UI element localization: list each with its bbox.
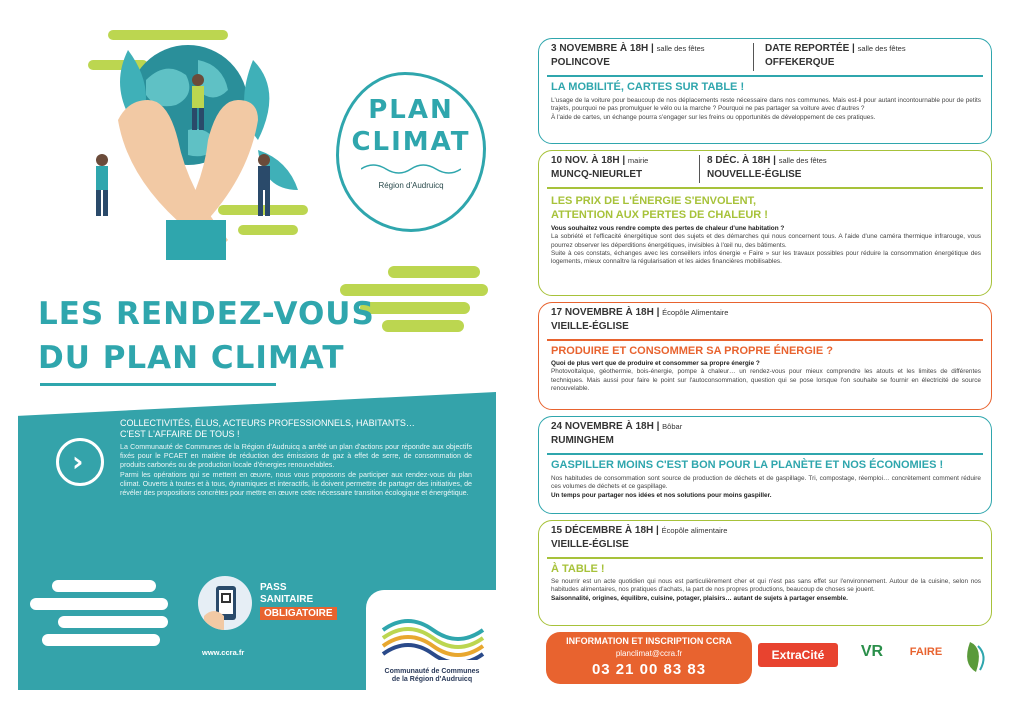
- intro-heading: [120, 418, 470, 440]
- park-logo-icon: [956, 636, 996, 676]
- event-theme: LA MOBILITÉ, CARTES SUR TABLE !: [551, 81, 745, 93]
- event-place: MUNCQ-NIEURLET: [551, 169, 643, 180]
- pass-line-3: OBLIGATOIRE: [260, 607, 337, 620]
- event-date-text: 17 NOVEMBRE À 18H |: [551, 307, 660, 318]
- event-theme: PRODUIRE ET CONSOMMER SA PROPRE ÉNERGIE ?: [551, 345, 833, 357]
- vr-logo: VR: [860, 643, 884, 660]
- right-page: [538, 38, 998, 688]
- event-card-waste: [538, 416, 992, 514]
- event-theme: À TABLE !: [551, 563, 605, 575]
- climate-hands-illustration: [68, 20, 328, 260]
- phone-qr-icon: [198, 576, 252, 630]
- divider: [547, 187, 983, 189]
- event-date: [551, 155, 648, 166]
- title-underline: [40, 383, 276, 386]
- event-date: [551, 421, 682, 432]
- decor-stripe: [52, 580, 156, 592]
- event-lead-end: Un temps pour partager nos idées et nos solutions pour moins gaspiller.: [551, 491, 772, 499]
- event-venue: mairie: [627, 156, 649, 165]
- event-description: [551, 97, 981, 122]
- event-date-2: [707, 155, 827, 166]
- event-date-2-text: 8 DÉC. À 18H |: [707, 155, 776, 166]
- event-date: [551, 307, 728, 318]
- pass-line-2: SANITAIRE: [260, 594, 314, 605]
- event-venue: Bôbar: [662, 422, 683, 431]
- event-place: RUMINGHEM: [551, 435, 614, 446]
- intro-paragraph-1: La Communauté de Communes de la Région d'Audruicq a arrêté un plan d'actions pour répondre aux objectifs fixés pour le PCAET en matière de réduction des émissions de gaz à effet de serre, de consommation de produits carbonés ou de production locale d'énergies renouvelables.: [120, 443, 472, 470]
- event-description: [551, 225, 981, 266]
- page-title-line-2: DU PLAN CLIMAT: [38, 340, 345, 376]
- event-text-1: Se nourrir est un acte quotidien qui nous est particulièrement cher et qui n'est pas sans effet sur l'environnement. Autour de la cuisine, selon nos habitudes alimentaires, nos pratiques d'achats, la part de nos propres productions, beaucoup de choses se jouent.: [551, 578, 981, 594]
- logo-subtitle: Région d'Audruicq: [378, 181, 444, 190]
- ccra-name-line-2: de la Région d'Audruicq: [391, 676, 473, 683]
- event-description: [551, 360, 981, 393]
- intro-heading-line-1: COLLECTIVITÉS, ÉLUS, ACTEURS PROFESSIONNELS, HABITANTS…: [120, 418, 415, 428]
- decor-stripe: [388, 266, 480, 278]
- event-description: [551, 475, 981, 500]
- ccra-logo: [366, 590, 496, 690]
- decor-stripe: [382, 320, 464, 332]
- event-text-1: La sobriété et l'efficacité énergétique sont des sujets et des démarches qui nous concernent tous. A l'aide d'une caméra thermique infrarouge, vous pourrez observer les déperditions énergétiques, invisibles à l'œil nu, des bâtiments.: [551, 233, 981, 249]
- info-email[interactable]: planclimat@ccra.fr: [615, 649, 683, 658]
- decor-stripe: [58, 616, 168, 628]
- plan-climat-logo: [336, 72, 486, 232]
- event-card-mobility: [538, 38, 992, 144]
- divider: [547, 75, 983, 77]
- decor-stripe: [42, 634, 160, 646]
- event-venue-2: salle des fêtes: [857, 44, 906, 53]
- event-text-2: Suite à ces constats, échanges avec les conseillers infos énergie « Faire » sur les travaux possibles pour réduire la consommation énergétique des logements, mieux connaître la régularisation et les aides financières mobilisables.: [551, 249, 981, 266]
- event-text-2: À l'aide de cartes, un échange pourra s'engager sur les freins ou opportunités de développement de ces pratiques.: [551, 113, 876, 121]
- event-date-2: [765, 43, 906, 54]
- event-date-text: 3 NOVEMBRE À 18H |: [551, 43, 654, 54]
- event-lead-end: Saisonnalité, origines, équilibre, cuisine, potager, plaisirs… autant de sujets à partager ensemble.: [551, 594, 848, 602]
- info-phone[interactable]: 03 21 00 83 83: [591, 661, 707, 678]
- event-description: [551, 578, 981, 603]
- pass-line-1: PASS: [260, 582, 287, 593]
- event-place: VIEILLE-ÉGLISE: [551, 539, 629, 550]
- ccra-waves-icon: [378, 610, 488, 660]
- ccra-name-line-1: Communauté de Communes: [384, 668, 480, 675]
- divider: [547, 557, 983, 559]
- event-lead: Quoi de plus vert que de produire et consommer sa propre énergie ?: [551, 360, 760, 367]
- wave-icon: [361, 163, 461, 175]
- left-page: [18, 20, 496, 690]
- event-date-text: 10 NOV. À 18H |: [551, 155, 626, 166]
- event-text-1: L'usage de la voiture pour beaucoup de nos déplacements reste nécessaire dans nos communes. Mais est-il pour autant incontournable pour de petits trajets, pourquoi ne pas promulguer le vélo ou la marche ? Pourquoi ne pas partager sa voiture avec d'autres ?: [551, 97, 981, 113]
- event-place: VIEILLE-ÉGLISE: [551, 321, 629, 332]
- event-card-food: [538, 520, 992, 626]
- event-venue: Écopôle alimentaire: [661, 526, 728, 535]
- divider: [547, 453, 983, 455]
- intro-body: [120, 443, 472, 498]
- logo-line-2: CLIMAT: [351, 127, 471, 157]
- intro-paragraph-2: Parmi les opérations qui se mettent en œuvre, nous vous proposons de participer aux rendez-vous du plan climat. Ouverts à toutes et à tous, dynamiques et interactifs, ils doivent permettre de partager des initiatives, de révéler des propositions concrètes pour mettre en œuvre cette nécessaire transition écologique et énergétique.: [120, 470, 472, 498]
- page-title-line-1: LES RENDEZ-VOUS: [38, 296, 375, 332]
- extracite-logo: ExtraCité: [758, 643, 838, 667]
- event-card-energy-prices: [538, 150, 992, 296]
- arrow-circle-icon: ›: [56, 438, 104, 486]
- separator: [753, 43, 754, 71]
- website-link[interactable]: www.ccra.fr: [202, 648, 245, 657]
- event-date-text: 24 NOVEMBRE À 18H |: [551, 421, 660, 432]
- decor-stripe: [30, 598, 168, 610]
- event-place-2: NOUVELLE-ÉGLISE: [707, 169, 802, 180]
- event-place-2: OFFEKERQUE: [765, 57, 835, 68]
- decor-stripe: [360, 302, 470, 314]
- divider: [547, 339, 983, 341]
- intro-heading-line-2: C'EST L'AFFAIRE DE TOUS !: [120, 429, 240, 439]
- event-date-text: 15 DÉCEMBRE À 18H |: [551, 525, 659, 536]
- event-venue: salle des fêtes: [656, 44, 705, 53]
- faire-logo: FAIRE: [909, 646, 943, 658]
- event-venue: Écopôle Alimentaire: [662, 308, 729, 317]
- event-date: [551, 525, 727, 536]
- pass-sanitaire-badge: [198, 576, 350, 632]
- logo-line-1: PLAN: [368, 95, 454, 125]
- event-theme: GASPILLER MOINS C'EST BON POUR LA PLANÈTE ET NOS ÉCONOMIES !: [551, 459, 944, 471]
- info-inscription-box: [546, 632, 752, 684]
- separator: [699, 155, 700, 183]
- event-card-produce-energy: [538, 302, 992, 410]
- ccra-name: [372, 668, 492, 684]
- event-theme: LES PRIX DE L'ÉNERGIE S'ENVOLENT,: [551, 195, 757, 207]
- event-date-2-text: DATE REPORTÉE |: [765, 43, 855, 54]
- event-place: POLINCOVE: [551, 57, 610, 68]
- event-date: [551, 43, 705, 54]
- event-lead: Vous souhaitez vous rendre compte des pertes de chaleur d'une habitation ?: [551, 225, 785, 232]
- event-theme-2: ATTENTION AUX PERTES DE CHALEUR !: [551, 209, 768, 221]
- decor-stripe: [340, 284, 488, 296]
- info-title: INFORMATION ET INSCRIPTION CCRA: [566, 636, 732, 646]
- event-venue-2: salle des fêtes: [778, 156, 827, 165]
- event-text-1: Photovoltaïque, géothermie, bois-énergie, pompe à chaleur… un rendez-vous pour mieux comprendre les atouts et les limites de différentes techniques. Mais aussi pour faire le point sur l'autoconsommation, question qui se pose lorsque l'on souhaite se fournir en électricité de source renouvelable.: [551, 368, 981, 392]
- event-text-1: Nos habitudes de consommation sont source de production de déchets et de gaspillage. Tri, compostage, réemploi… concrètement comment réduire ces volumes de déchets et ce gaspillage.: [551, 475, 981, 491]
